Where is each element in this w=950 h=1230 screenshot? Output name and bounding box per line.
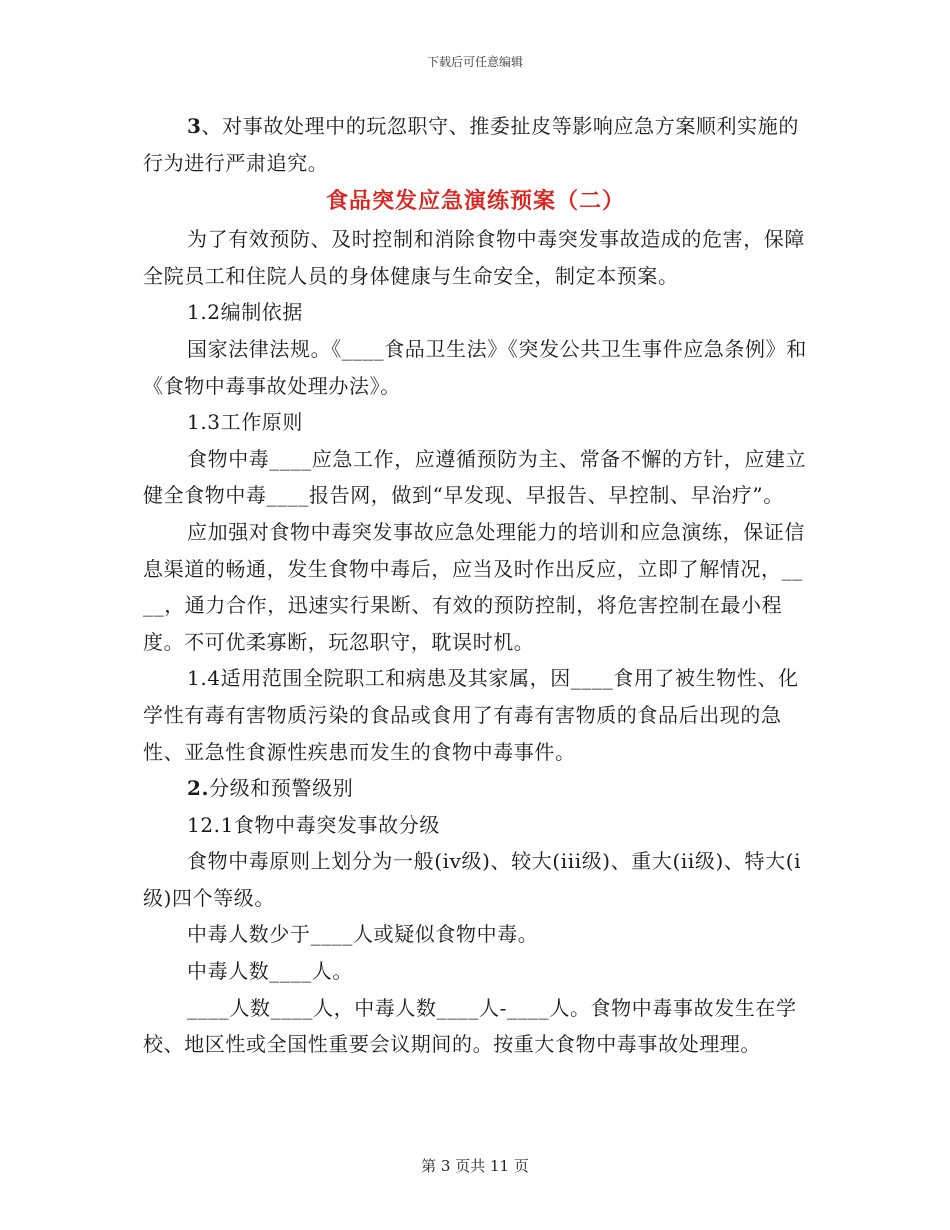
section-title: 食品突发应急演练预案（二） — [325, 188, 625, 215]
item-number: 3 — [187, 114, 202, 138]
paragraph-level-larger: 中毒人数____人。 — [187, 959, 353, 984]
heading-principles: 1.3工作原则 — [187, 410, 304, 435]
page-header: 下载后可任意编辑 — [426, 55, 523, 69]
paragraph-principles: 食物中毒____应急工作，应遵循预防为主、常备不懈的方针，应建立健全食物中毒____报告网，做到“早发现、早报告、早控制、早治疗”。 — [143, 446, 807, 508]
page-footer: 第 3 页共 11 页 — [421, 1157, 529, 1175]
paragraph-training: 应加强对食物中毒突发事故应急处理能力的培训和应急演练，保证信息渠道的畅通，发生食物中毒后，应当及时作出反应，立即了解情况，____，通力合作，迅速实行果断、有效的预防控制，将危害控制在最小程度。不可优柔寡断，玩忽职守，耽误时机。 — [143, 519, 805, 654]
heading-classification: 12.1食物中毒突发事故分级 — [187, 812, 440, 837]
item-number: 2. — [187, 776, 210, 801]
heading-grading — [143, 770, 808, 807]
paragraph-level-general: 中毒人数少于____人或疑似食物中毒。 — [187, 922, 539, 947]
paragraph-scope: 1.4适用范围全院职工和病患及其家属，因____食用了被生物性、化学性有毒有害物质污染的食品或食用了有毒有害物质的食品后出现的急性、亚急性食源性疾患而发生的食物中毒事件。 — [143, 666, 799, 764]
heading-basis: 1.2编制依据 — [187, 300, 304, 325]
paragraph-purpose: 为了有效预防、及时控制和消除食物中毒突发事故造成的危害，保障全院员工和住院人员的身体健康与生命安全，制定本预案。 — [143, 227, 805, 288]
heading-text: 分级和预警级别 — [209, 776, 354, 801]
paragraph-levels: 食物中毒原则上划分为一般(iv级)、较大(iii级)、重大(ii级)、特大(i级)四个等级。 — [143, 849, 802, 910]
paragraph-level-major: ____人数____人，中毒人数____人-____人。食物中毒事故发生在学校、地区性或全国性重要会议期间的。按重大食物中毒事故处理理。 — [143, 995, 797, 1057]
document-body — [143, 108, 808, 1063]
paragraph-accountability — [143, 108, 808, 181]
paragraph-laws: 国家法律法规。《____食品卫生法》《突发公共卫生事件应急条例》和《食物中毒事故处理办法》。 — [143, 336, 807, 398]
paragraph-text: 、对事故处理中的玩忽职守、推委扯皮等影响应急方案顺利实施的行为进行严肃追究。 — [143, 114, 799, 175]
